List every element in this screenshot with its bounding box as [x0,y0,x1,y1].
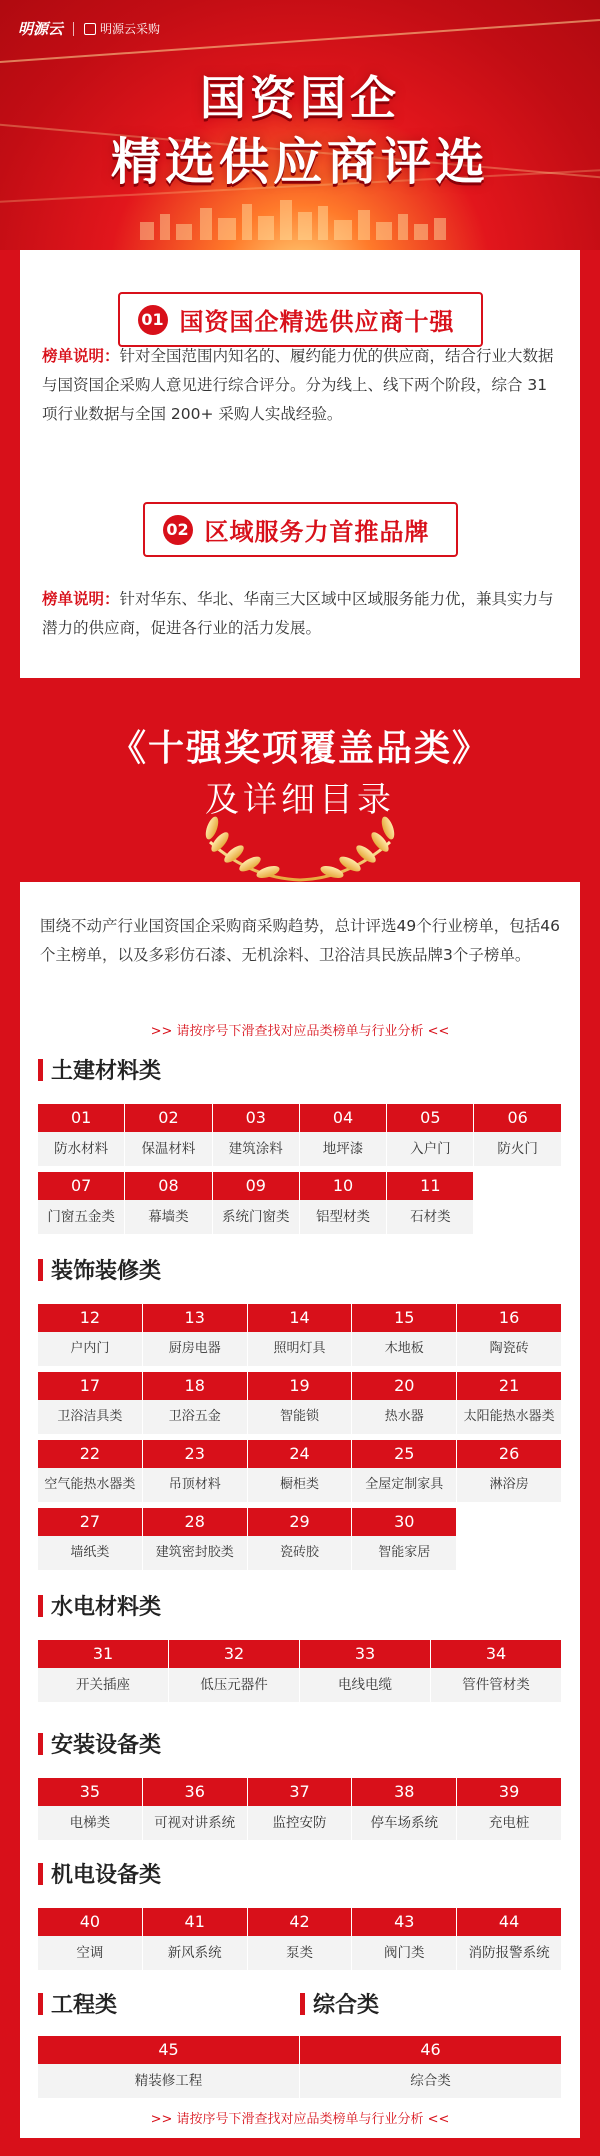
category-label: 热水器 [352,1400,457,1434]
category-label: 监控安防 [248,1806,353,1840]
category-number: 34 [431,1640,562,1668]
catalog-intro: 围绕不动产行业国资国企采购商采购趋势，总计评选49个行业榜单，包括46个主榜单，以及多彩仿石漆、无机涂料、卫浴洁具民族品牌3个子榜单。 [40,917,560,964]
category-row [38,1172,474,1234]
cube-icon [84,23,96,35]
category-row [38,1440,562,1502]
category-number: 21 [457,1372,562,1400]
category-title-jidian [38,1858,161,1889]
category-item[interactable] [248,1372,353,1434]
category-title-label: 水电材料类 [51,1595,162,1620]
category-label: 智能锁 [248,1400,353,1434]
brand-bar [18,18,160,39]
category-label: 阀门类 [352,1936,457,1970]
section-pill [143,502,458,557]
category-label: 防火门 [474,1132,561,1166]
category-title-label: 工程类 [51,1993,118,2018]
category-number: 09 [213,1172,300,1200]
category-number: 03 [213,1104,300,1132]
category-label: 幕墙类 [125,1200,212,1234]
category-number: 37 [248,1778,353,1806]
category-number: 08 [125,1172,212,1200]
category-title-label: 装饰装修类 [51,1259,162,1284]
category-label: 厨房电器 [143,1332,248,1366]
category-label: 电梯类 [38,1806,143,1840]
category-item[interactable] [300,1640,431,1702]
category-label: 充电桩 [457,1806,562,1840]
section-number: 02 [163,515,193,545]
category-label: 精装修工程 [38,2064,300,2098]
category-label: 智能家居 [352,1536,457,1570]
category-number: 06 [474,1104,561,1132]
category-item[interactable] [457,1778,562,1840]
section-pill [118,292,483,347]
category-item[interactable] [457,1440,562,1502]
desc-text: 针对华东、华北、华南三大区域中区域服务能力优，兼具实力与潜力的供应商，促进各行业的活力发展。 [42,590,554,637]
category-label: 空气能热水器类 [38,1468,143,1502]
category-item[interactable] [387,1172,474,1234]
category-item[interactable] [213,1172,300,1234]
category-number: 20 [352,1372,457,1400]
desc-tag: 榜单说明： [42,347,120,365]
category-item[interactable] [38,1372,143,1434]
desc-text: 针对全国范围内知名的、履约能力优的供应商，结合行业大数据与国资国企采购人意见进行综合评分。分为线上、线下两个阶段，综合 31 项行业数据与全国 200+ 采购人实战经验。 [42,347,554,423]
category-item[interactable] [474,1104,561,1166]
title-bar [38,1595,43,1617]
category-item[interactable] [143,1778,248,1840]
category-item[interactable] [38,1304,143,1366]
category-label: 停车场系统 [352,1806,457,1840]
laurel-icon [160,812,440,884]
category-item[interactable] [457,1908,562,1970]
category-number: 33 [300,1640,431,1668]
category-row [38,2036,300,2098]
category-item[interactable] [143,1908,248,1970]
hero-banner [0,0,600,250]
category-number: 11 [387,1172,474,1200]
category-item[interactable] [300,1172,387,1234]
category-label: 空调 [38,1936,143,1970]
category-item[interactable] [213,1104,300,1166]
category-item[interactable] [38,1172,125,1234]
category-number: 04 [300,1104,387,1132]
section-heading-01 [20,292,580,347]
category-item[interactable] [248,1440,353,1502]
category-number: 19 [248,1372,353,1400]
category-row [38,1104,562,1166]
category-number: 17 [38,1372,143,1400]
category-label: 户内门 [38,1332,143,1366]
category-number: 05 [387,1104,474,1132]
category-item[interactable] [38,2036,300,2098]
title-bar [38,1259,43,1281]
title-bar [38,1059,43,1081]
category-row [38,1304,562,1366]
category-item[interactable] [352,1372,457,1434]
category-item[interactable] [169,1640,300,1702]
category-item[interactable] [143,1440,248,1502]
category-label: 照明灯具 [248,1332,353,1366]
category-title-zonghe [300,1988,379,2019]
category-label: 消防报警系统 [457,1936,562,1970]
category-number: 35 [38,1778,143,1806]
category-number: 43 [352,1908,457,1936]
category-number: 16 [457,1304,562,1332]
category-title-gongcheng [38,1988,117,2019]
category-item[interactable] [143,1508,248,1570]
awards-subtitle: 及详细目录 [205,780,395,820]
category-number: 46 [300,2036,562,2064]
category-number: 32 [169,1640,300,1668]
category-label: 卫浴洁具类 [38,1400,143,1434]
category-label: 综合类 [300,2064,562,2098]
title-bar [38,1993,43,2015]
category-title-label: 安装设备类 [51,1733,162,1758]
category-number: 25 [352,1440,457,1468]
category-label: 淋浴房 [457,1468,562,1502]
brand-logo: 明源云 [18,20,64,38]
section-heading-02 [20,502,580,557]
category-label: 地坪漆 [300,1132,387,1166]
category-item[interactable] [38,1508,143,1570]
category-row [38,1640,562,1702]
category-number: 44 [457,1908,562,1936]
category-item[interactable] [248,1304,353,1366]
category-number: 36 [143,1778,248,1806]
category-row [300,2036,562,2098]
category-item[interactable] [457,1304,562,1366]
category-row [38,1778,562,1840]
category-number: 02 [125,1104,212,1132]
category-item[interactable] [431,1640,562,1702]
category-label: 泵类 [248,1936,353,1970]
title-bar [300,1993,305,2015]
category-item[interactable] [300,2036,562,2098]
category-label: 门窗五金类 [38,1200,125,1234]
category-title-tujian [38,1054,161,1085]
category-item[interactable] [38,1440,143,1502]
ranking-info-card [20,250,580,678]
category-row [38,1508,457,1570]
category-item[interactable] [38,1104,125,1166]
hero-title-line1: 国资国企 [200,71,400,125]
category-label: 电线电缆 [300,1668,431,1702]
category-item[interactable] [457,1372,562,1434]
category-title-shuidian [38,1590,161,1621]
category-label: 太阳能热水器类 [457,1400,562,1434]
category-item[interactable] [38,1908,143,1970]
category-item[interactable] [352,1508,457,1570]
sub-brand-label: 明源云采购 [100,22,161,36]
category-number: 18 [143,1372,248,1400]
category-number: 40 [38,1908,143,1936]
category-number: 41 [143,1908,248,1936]
category-number: 23 [143,1440,248,1468]
category-label: 木地板 [352,1332,457,1366]
desc-tag: 榜单说明： [42,590,120,608]
scroll-hint: >> 请按序号下滑查找对应品类榜单与行业分析 << [150,1024,450,1039]
category-label: 石材类 [387,1200,474,1234]
divider [73,22,74,36]
section-description [42,342,558,429]
category-item[interactable] [38,1640,169,1702]
category-item[interactable] [125,1172,212,1234]
category-number: 22 [38,1440,143,1468]
category-item[interactable] [352,1908,457,1970]
category-catalog-card [20,882,580,2138]
section-title: 国资国企精选供应商十强 [179,308,455,336]
title-bar [38,1863,43,1885]
title-bar [38,1733,43,1755]
category-label: 橱柜类 [248,1468,353,1502]
category-item[interactable] [125,1104,212,1166]
category-item[interactable] [143,1372,248,1434]
category-item[interactable] [248,1908,353,1970]
category-label: 全屋定制家具 [352,1468,457,1502]
category-row [38,1908,562,1970]
section-title: 区域服务力首推品牌 [204,518,430,546]
category-item[interactable] [38,1778,143,1840]
sub-brand [84,20,160,37]
category-label: 管件管材类 [431,1668,562,1702]
category-number: 28 [143,1508,248,1536]
category-number: 30 [352,1508,457,1536]
category-label: 建筑涂料 [213,1132,300,1166]
category-number: 38 [352,1778,457,1806]
category-title-label: 综合类 [313,1993,380,2018]
category-number: 26 [457,1440,562,1468]
category-label: 墙纸类 [38,1536,143,1570]
category-item[interactable] [387,1104,474,1166]
category-item[interactable] [248,1508,353,1570]
category-label: 吊顶材料 [143,1468,248,1502]
category-item[interactable] [248,1778,353,1840]
category-label: 瓷砖胶 [248,1536,353,1570]
category-number: 27 [38,1508,143,1536]
category-number: 39 [457,1778,562,1806]
category-number: 29 [248,1508,353,1536]
category-number: 24 [248,1440,353,1468]
category-number: 31 [38,1640,169,1668]
awards-title: 《十强奖项覆盖品类》 [109,728,490,769]
category-title-label: 土建材料类 [51,1059,162,1084]
category-item[interactable] [352,1304,457,1366]
category-number: 12 [38,1304,143,1332]
category-label: 陶瓷砖 [457,1332,562,1366]
skyline-graphic [120,200,480,240]
category-row [38,1372,562,1434]
category-label: 新风系统 [143,1936,248,1970]
category-item[interactable] [143,1304,248,1366]
section-number: 01 [138,305,168,335]
category-label: 低压元器件 [169,1668,300,1702]
category-label: 保温材料 [125,1132,212,1166]
category-label: 防水材料 [38,1132,125,1166]
category-number: 13 [143,1304,248,1332]
category-label: 铝型材类 [300,1200,387,1234]
scroll-hint-bottom: >> 请按序号下滑查找对应品类榜单与行业分析 << [150,2112,450,2127]
category-number: 45 [38,2036,300,2064]
category-item[interactable] [352,1778,457,1840]
category-label: 可视对讲系统 [143,1806,248,1840]
category-number: 07 [38,1172,125,1200]
category-item[interactable] [300,1104,387,1166]
category-label: 系统门窗类 [213,1200,300,1234]
category-label: 开关插座 [38,1668,169,1702]
category-title-anzhuang [38,1728,161,1759]
category-number: 01 [38,1104,125,1132]
category-title-label: 机电设备类 [51,1863,162,1888]
category-number: 15 [352,1304,457,1332]
category-number: 10 [300,1172,387,1200]
category-label: 建筑密封胶类 [143,1536,248,1570]
hero-title-line2: 精选供应商评选 [111,133,489,191]
category-number: 42 [248,1908,353,1936]
category-number: 14 [248,1304,353,1332]
category-title-zhuangshi [38,1254,161,1285]
category-label: 入户门 [387,1132,474,1166]
category-label: 卫浴五金 [143,1400,248,1434]
section-description [42,585,558,643]
category-item[interactable] [352,1440,457,1502]
